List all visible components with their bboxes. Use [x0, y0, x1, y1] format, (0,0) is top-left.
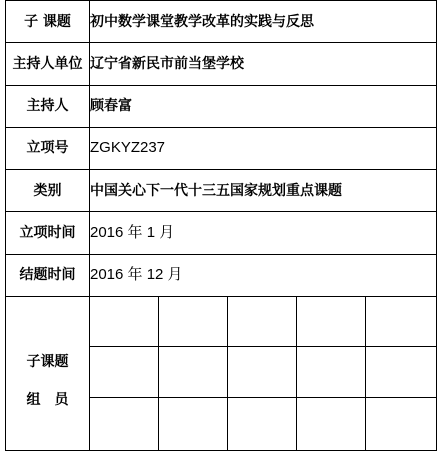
member-cell — [90, 397, 159, 450]
category-value: 中国关心下一代十三五国家规划重点课题 — [90, 170, 437, 212]
row-category — [6, 170, 437, 212]
host-unit-value: 辽宁省新民市前当堡学校 — [90, 43, 437, 85]
member-cell — [228, 397, 297, 450]
members-label-line1: 子课题 — [26, 354, 69, 371]
member-cell — [90, 347, 159, 397]
approval-date-value: 2016 年 1 月 — [90, 212, 437, 254]
host-label: 主持人 — [6, 85, 90, 127]
member-cell — [297, 347, 366, 397]
row-subtopic — [6, 1, 437, 43]
member-cell — [159, 347, 228, 397]
category-label: 类别 — [6, 170, 90, 212]
row-completion-date — [6, 254, 437, 296]
member-cell — [228, 347, 297, 397]
member-cell — [297, 296, 366, 346]
project-info-table — [5, 0, 437, 451]
member-cell — [366, 397, 437, 450]
row-project-number — [6, 127, 437, 169]
member-cell — [366, 296, 437, 346]
member-cell — [159, 397, 228, 450]
member-row-1 — [6, 296, 437, 346]
member-cell — [297, 397, 366, 450]
member-cell — [228, 296, 297, 346]
member-cell — [159, 296, 228, 346]
completion-date-label: 结题时间 — [6, 254, 90, 296]
members-label-line2: 组员 — [26, 392, 83, 409]
approval-date-label: 立项时间 — [6, 212, 90, 254]
row-approval-date — [6, 212, 437, 254]
row-host — [6, 85, 437, 127]
project-number-value: ZGKYZ237 — [90, 127, 437, 169]
completion-date-value: 2016 年 12 月 — [90, 254, 437, 296]
page-bottom-margin — [0, 452, 440, 469]
subtopic-label: 子 课题 — [6, 1, 90, 43]
host-value: 顾春富 — [90, 85, 437, 127]
members-label — [6, 296, 90, 450]
row-host-unit — [6, 43, 437, 85]
member-cell — [90, 296, 159, 346]
host-unit-label: 主持人单位 — [6, 43, 90, 85]
member-cell — [366, 347, 437, 397]
project-number-label: 立项号 — [6, 127, 90, 169]
subtopic-value: 初中数学课堂教学改革的实践与反思 — [90, 1, 437, 43]
